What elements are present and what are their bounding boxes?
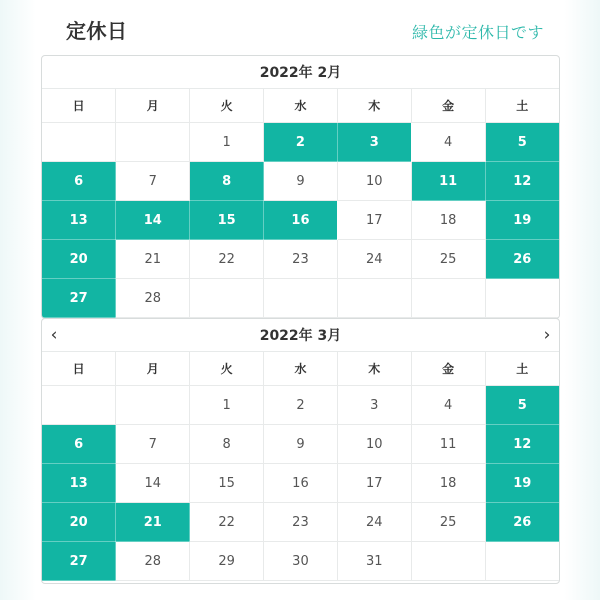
- empty-day-cell: [485, 542, 559, 581]
- day-cell[interactable]: 29: [190, 542, 264, 581]
- day-cell[interactable]: 18: [411, 464, 485, 503]
- day-cell[interactable]: 25: [411, 503, 485, 542]
- holiday-day-cell[interactable]: 20: [42, 503, 116, 542]
- weekday-header: 木: [337, 352, 411, 386]
- empty-day-cell: [411, 279, 485, 318]
- weekday-header: 日: [42, 352, 116, 386]
- holiday-day-cell[interactable]: 6: [42, 162, 116, 201]
- weekday-header: 金: [411, 352, 485, 386]
- week-row: [42, 464, 559, 503]
- weekday-header: 水: [264, 352, 338, 386]
- weekday-header: 日: [42, 89, 116, 123]
- week-row: [42, 123, 559, 162]
- weekday-header: 金: [411, 89, 485, 123]
- empty-day-cell: [485, 279, 559, 318]
- day-cell[interactable]: 23: [264, 240, 338, 279]
- empty-day-cell: [42, 123, 116, 162]
- week-row: [42, 240, 559, 279]
- next-month-button[interactable]: ›: [543, 325, 551, 345]
- day-cell[interactable]: 30: [264, 542, 338, 581]
- day-cell[interactable]: 7: [116, 425, 190, 464]
- weekday-header: 土: [485, 352, 559, 386]
- holiday-day-cell[interactable]: 2: [264, 123, 338, 162]
- week-row: [42, 162, 559, 201]
- calendar-body: [42, 123, 559, 318]
- day-cell[interactable]: 3: [337, 386, 411, 425]
- calendar-february: [41, 55, 560, 319]
- day-cell[interactable]: 21: [116, 240, 190, 279]
- day-cell[interactable]: 31: [337, 542, 411, 581]
- holiday-day-cell[interactable]: 11: [411, 162, 485, 201]
- day-cell[interactable]: 8: [190, 425, 264, 464]
- day-cell[interactable]: 22: [190, 240, 264, 279]
- holiday-legend-note: 緑色が定休日です: [411, 23, 544, 42]
- holiday-day-cell[interactable]: 12: [485, 162, 559, 201]
- holiday-day-cell[interactable]: 6: [42, 425, 116, 464]
- day-cell[interactable]: 11: [411, 425, 485, 464]
- day-cell[interactable]: 9: [264, 425, 338, 464]
- holiday-day-cell[interactable]: 13: [42, 201, 116, 240]
- holiday-day-cell[interactable]: 16: [264, 201, 338, 240]
- holiday-day-cell[interactable]: 8: [190, 162, 264, 201]
- day-cell[interactable]: 25: [411, 240, 485, 279]
- page-title: 定休日: [66, 19, 128, 43]
- weekday-header: 火: [190, 352, 264, 386]
- weekday-row: [42, 89, 559, 123]
- holiday-day-cell[interactable]: 26: [485, 240, 559, 279]
- holiday-day-cell[interactable]: 20: [42, 240, 116, 279]
- calendar-grid: [42, 352, 559, 581]
- calendar-header: [42, 56, 559, 89]
- calendar-month-title: 2022年 3月: [259, 328, 342, 344]
- day-cell[interactable]: 1: [190, 386, 264, 425]
- week-row: [42, 425, 559, 464]
- day-cell[interactable]: 17: [337, 201, 411, 240]
- calendar-grid: [42, 89, 559, 318]
- holiday-day-cell[interactable]: 14: [116, 201, 190, 240]
- weekday-header: 月: [116, 89, 190, 123]
- week-row: [42, 542, 559, 581]
- day-cell[interactable]: 24: [337, 503, 411, 542]
- weekday-row: [42, 352, 559, 386]
- day-cell[interactable]: 4: [411, 123, 485, 162]
- holiday-day-cell[interactable]: 13: [42, 464, 116, 503]
- empty-day-cell: [411, 542, 485, 581]
- empty-day-cell: [116, 123, 190, 162]
- holiday-day-cell[interactable]: 3: [337, 123, 411, 162]
- day-cell[interactable]: 24: [337, 240, 411, 279]
- empty-day-cell: [264, 279, 338, 318]
- previous-month-button[interactable]: ‹: [50, 325, 58, 345]
- week-row: [42, 386, 559, 425]
- weekday-header: 木: [337, 89, 411, 123]
- day-cell[interactable]: 7: [116, 162, 190, 201]
- calendar-month-title: 2022年 2月: [259, 65, 342, 81]
- weekday-header: 月: [116, 352, 190, 386]
- day-cell[interactable]: 17: [337, 464, 411, 503]
- day-cell[interactable]: 9: [264, 162, 338, 201]
- weekday-header: 水: [264, 89, 338, 123]
- holiday-day-cell[interactable]: 26: [485, 503, 559, 542]
- holiday-day-cell[interactable]: 27: [42, 542, 116, 581]
- holiday-day-cell[interactable]: 5: [485, 123, 559, 162]
- holiday-day-cell[interactable]: 12: [485, 425, 559, 464]
- day-cell[interactable]: 18: [411, 201, 485, 240]
- day-cell[interactable]: 28: [116, 279, 190, 318]
- empty-day-cell: [190, 279, 264, 318]
- calendar-body: [42, 386, 559, 581]
- week-row: [42, 503, 559, 542]
- empty-day-cell: [337, 279, 411, 318]
- day-cell[interactable]: 22: [190, 503, 264, 542]
- calendar-march: [41, 318, 560, 584]
- empty-day-cell: [116, 386, 190, 425]
- left-edge-fade: [0, 0, 36, 600]
- right-edge-fade: [564, 0, 600, 600]
- day-cell[interactable]: 14: [116, 464, 190, 503]
- day-cell[interactable]: 10: [337, 162, 411, 201]
- holiday-day-cell[interactable]: 15: [190, 201, 264, 240]
- day-cell[interactable]: 28: [116, 542, 190, 581]
- holiday-day-cell[interactable]: 27: [42, 279, 116, 318]
- empty-day-cell: [42, 386, 116, 425]
- day-cell[interactable]: 15: [190, 464, 264, 503]
- holiday-day-cell[interactable]: 21: [116, 503, 190, 542]
- calendar-header: [42, 319, 559, 352]
- day-cell[interactable]: 4: [411, 386, 485, 425]
- holiday-day-cell[interactable]: 19: [485, 201, 559, 240]
- week-row: [42, 201, 559, 240]
- day-cell[interactable]: 23: [264, 503, 338, 542]
- holiday-day-cell[interactable]: 19: [485, 464, 559, 503]
- day-cell[interactable]: 10: [337, 425, 411, 464]
- holiday-day-cell[interactable]: 5: [485, 386, 559, 425]
- day-cell[interactable]: 1: [190, 123, 264, 162]
- day-cell[interactable]: 16: [264, 464, 338, 503]
- day-cell[interactable]: 2: [264, 386, 338, 425]
- weekday-header: 土: [485, 89, 559, 123]
- weekday-header: 火: [190, 89, 264, 123]
- week-row: [42, 279, 559, 318]
